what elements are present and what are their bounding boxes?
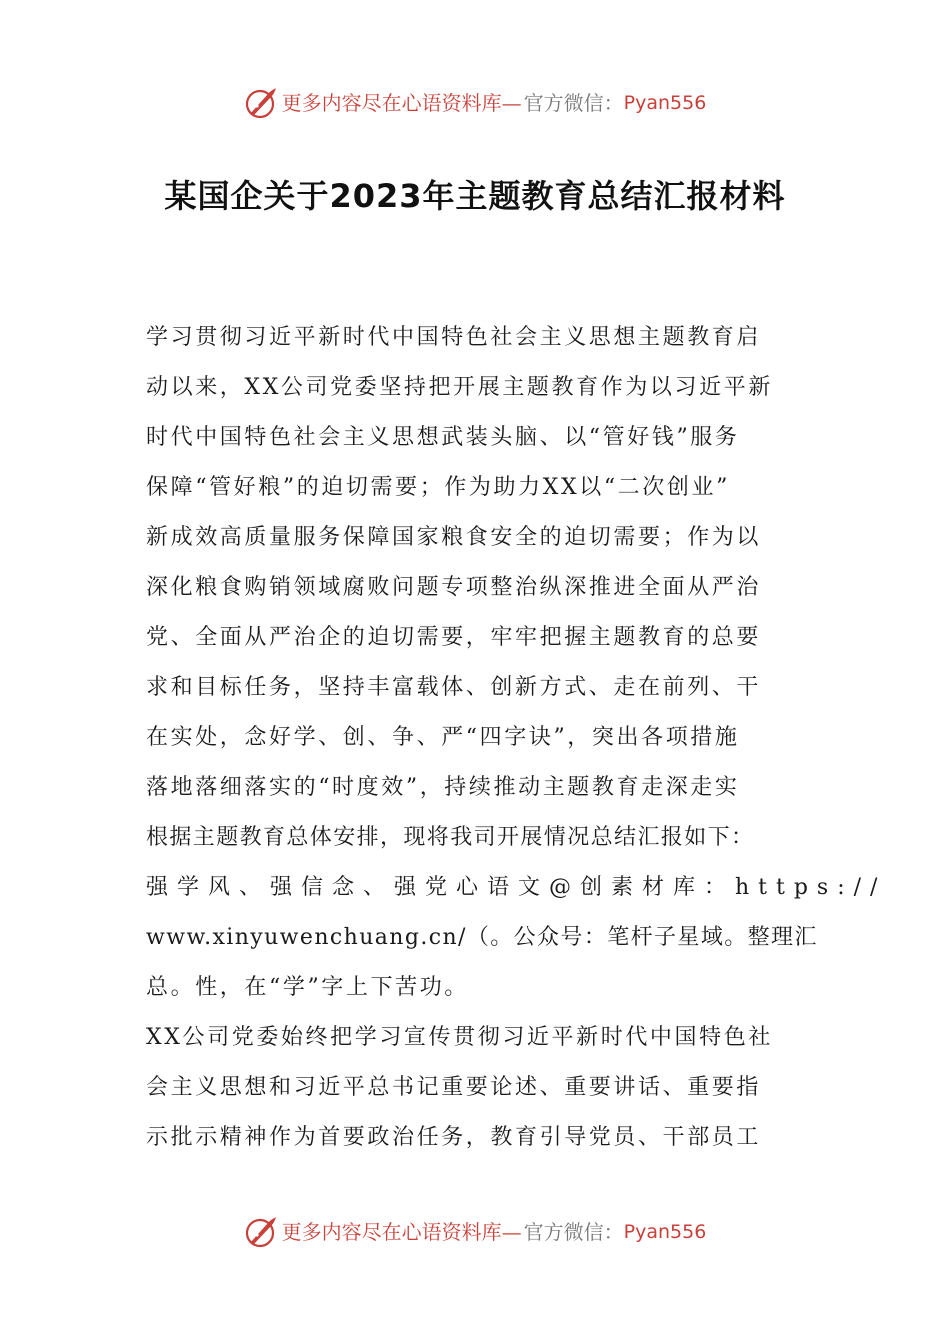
body-line: 保障“管好粮”的迫切需要；作为助力XX以“二次创业” [146, 475, 730, 500]
body-line: 党、全面从严治企的迫切需要，牢牢把握主题教育的总要 [146, 625, 762, 650]
footer-banner [0, 1212, 950, 1252]
body-line: XX公司党委始终把学习宣传贯彻习近平新时代中国特色社 [146, 1025, 773, 1050]
body-line: 根据主题教育总体安排，现将我司开展情况总结汇报如下： [146, 825, 755, 850]
body-line: 学习贯彻习近平新时代中国特色社会主义思想主题教育启 [146, 325, 762, 350]
body-line: 深化粮食购销领域腐败问题专项整治纵深推进全面从严治 [146, 575, 762, 600]
document-title: 某国企关于2023年主题教育总结汇报材料 [164, 177, 786, 215]
banner-label: 官方微信： [523, 1220, 624, 1244]
body-line: www.xinyuwenchuang.cn/（。公众号：笔杆子星域。整理汇 [146, 925, 818, 950]
quill-pen-circle-icon [244, 86, 278, 120]
body-line: 总。性，在“学”字上下苦功。 [146, 975, 469, 1000]
body-line: 动以来，XX公司党委坚持把开展主题教育作为以习近平新 [146, 375, 773, 400]
quill-pen-circle-icon [244, 1215, 278, 1249]
body-line: 在实处，念好学、创、争、严“四字诀”，突出各项措施 [146, 725, 740, 750]
body-line: 落地落细落实的“时度效”，持续推动主题教育走深走实 [146, 775, 740, 800]
body-line: 新成效高质量服务保障国家粮食安全的迫切需要；作为以 [146, 525, 762, 550]
banner-text: 更多内容尽在心语资料库 [281, 1220, 502, 1244]
banner-text: 更多内容尽在心语资料库 [281, 91, 502, 115]
banner-label: 官方微信： [523, 91, 624, 115]
body-line: 时代中国特色社会主义思想武装头脑、以“管好钱”服务 [146, 425, 740, 450]
banner-wechat-id: Pyan556 [623, 1220, 707, 1243]
body-line: 强学风、强信念、强党心语文@创素材库：https:// [146, 875, 887, 900]
body-line: 求和目标任务，坚持丰富载体、创新方式、走在前列、干 [146, 675, 762, 700]
banner-separator: — [501, 1220, 522, 1244]
banner-wechat-id: Pyan556 [623, 91, 707, 114]
document-body [146, 313, 887, 1163]
banner-separator: — [501, 91, 522, 115]
body-line: 示批示精神作为首要政治任务，教育引导党员、干部员工 [146, 1125, 762, 1150]
header-banner [0, 83, 950, 123]
body-line: 会主义思想和习近平总书记重要论述、重要讲话、重要指 [146, 1075, 762, 1100]
